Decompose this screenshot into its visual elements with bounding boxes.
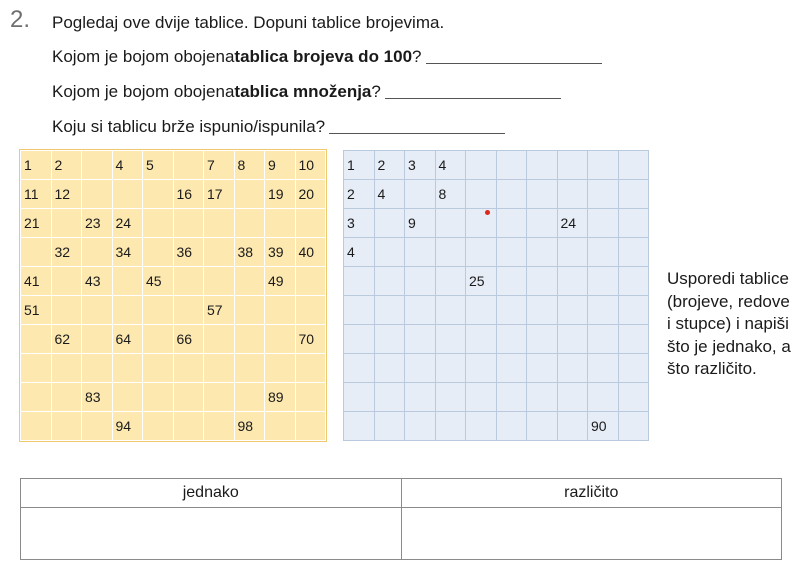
multiplication-table-cell[interactable] — [557, 354, 588, 383]
multiplication-table-cell[interactable] — [588, 354, 619, 383]
multiplication-table-cell[interactable] — [496, 412, 527, 441]
multiplication-table-cell[interactable] — [344, 383, 375, 412]
hundred-table-cell[interactable]: 41 — [21, 267, 52, 296]
hundred-table-cell[interactable] — [265, 296, 296, 325]
question-1-text: Kojom je bojom obojena — [52, 47, 235, 66]
multiplication-table-cell[interactable] — [466, 209, 497, 238]
multiplication-table-cell[interactable] — [557, 238, 588, 267]
multiplication-table-cell[interactable] — [466, 238, 497, 267]
hundred-table-cell[interactable] — [82, 325, 113, 354]
multiplication-table-cell[interactable] — [374, 267, 405, 296]
hundred-table-cell[interactable]: 16 — [173, 180, 204, 209]
multiplication-table-cell[interactable]: 9 — [405, 209, 436, 238]
hundred-table-cell[interactable] — [51, 267, 82, 296]
hundred-table — [20, 150, 326, 441]
hundred-table-cell[interactable] — [173, 267, 204, 296]
multiplication-table-row — [344, 354, 649, 383]
multiplication-table-cell[interactable] — [527, 325, 558, 354]
multiplication-table-cell[interactable] — [466, 151, 497, 180]
multiplication-table-cell[interactable] — [344, 354, 375, 383]
multiplication-table-cell[interactable] — [374, 383, 405, 412]
hundred-table-cell[interactable] — [143, 296, 174, 325]
compare-header-same: jednako — [21, 479, 402, 508]
hundred-table-row — [21, 296, 326, 325]
hundred-table-cell[interactable] — [204, 325, 235, 354]
multiplication-table-cell[interactable] — [466, 383, 497, 412]
hundred-table-cell[interactable]: 2 — [51, 151, 82, 180]
hundred-table-cell[interactable]: 38 — [234, 238, 265, 267]
multiplication-table-cell[interactable]: 4 — [435, 151, 466, 180]
hundred-table-cell[interactable]: 34 — [112, 238, 143, 267]
multiplication-table-cell[interactable] — [588, 180, 619, 209]
hundred-table-cell[interactable] — [265, 325, 296, 354]
hundred-table-row — [21, 354, 326, 383]
hundred-table-cell[interactable]: 7 — [204, 151, 235, 180]
hundred-table-cell[interactable]: 23 — [82, 209, 113, 238]
hundred-table-row — [21, 151, 326, 180]
multiplication-table-row — [344, 412, 649, 441]
multiplication-table-row — [344, 180, 649, 209]
multiplication-table-row — [344, 267, 649, 296]
multiplication-table-cell[interactable] — [435, 296, 466, 325]
multiplication-table-cell[interactable] — [618, 325, 649, 354]
hundred-table-cell[interactable] — [265, 412, 296, 441]
question-1-bold: tablica brojeva do 100 — [234, 47, 413, 66]
answer-line-1[interactable] — [426, 62, 602, 64]
multiplication-table-cell[interactable] — [466, 354, 497, 383]
hundred-table-cell[interactable] — [204, 383, 235, 412]
multiplication-table-cell[interactable] — [496, 151, 527, 180]
multiplication-table-cell[interactable] — [527, 412, 558, 441]
multiplication-table-cell[interactable] — [527, 296, 558, 325]
hundred-table-cell[interactable] — [173, 209, 204, 238]
multiplication-table-cell[interactable] — [527, 151, 558, 180]
multiplication-table-cell[interactable] — [374, 354, 405, 383]
compare-header-different: različito — [401, 479, 782, 508]
hundred-table-cell[interactable]: 4 — [112, 151, 143, 180]
multiplication-table-cell[interactable] — [496, 354, 527, 383]
hundred-table-cell[interactable]: 66 — [173, 325, 204, 354]
multiplication-table-cell[interactable] — [466, 325, 497, 354]
multiplication-table-cell[interactable] — [374, 412, 405, 441]
multiplication-table-cell[interactable] — [527, 238, 558, 267]
hundred-table-cell[interactable]: 20 — [295, 180, 326, 209]
multiplication-table-cell[interactable] — [344, 325, 375, 354]
hundred-table-cell[interactable] — [112, 383, 143, 412]
multiplication-table-cell[interactable]: 8 — [435, 180, 466, 209]
multiplication-table-cell[interactable] — [405, 180, 436, 209]
multiplication-table-cell[interactable] — [435, 209, 466, 238]
question-2-bold: tablica množenja — [234, 82, 372, 101]
multiplication-table-cell[interactable] — [344, 296, 375, 325]
hundred-table-cell[interactable] — [295, 354, 326, 383]
hundred-table-cell[interactable] — [204, 209, 235, 238]
multiplication-table-cell[interactable] — [618, 180, 649, 209]
multiplication-table-cell[interactable] — [496, 267, 527, 296]
hundred-table-row — [21, 412, 326, 441]
multiplication-table-cell[interactable] — [405, 296, 436, 325]
hundred-table-cell[interactable] — [112, 267, 143, 296]
hundred-table-cell[interactable]: 83 — [82, 383, 113, 412]
hundred-table-cell[interactable] — [82, 180, 113, 209]
hundred-table-cell[interactable]: 98 — [234, 412, 265, 441]
multiplication-table-cell[interactable] — [496, 383, 527, 412]
hundred-table-cell[interactable] — [295, 412, 326, 441]
hundred-table-cell[interactable] — [143, 412, 174, 441]
multiplication-table-cell[interactable] — [466, 296, 497, 325]
multiplication-table-cell[interactable] — [618, 267, 649, 296]
hundred-table-cell[interactable] — [51, 412, 82, 441]
multiplication-table-cell[interactable] — [344, 267, 375, 296]
hundred-table-cell[interactable]: 10 — [295, 151, 326, 180]
hundred-table-row — [21, 325, 326, 354]
multiplication-table-cell[interactable]: 3 — [344, 209, 375, 238]
multiplication-table-cell[interactable] — [527, 209, 558, 238]
question-2-text: Kojom je bojom obojena — [52, 82, 235, 101]
multiplication-table-cell[interactable] — [466, 412, 497, 441]
red-marker-dot — [485, 210, 490, 215]
multiplication-table-row — [344, 383, 649, 412]
multiplication-table-cell[interactable] — [618, 209, 649, 238]
hundred-table-cell[interactable] — [82, 238, 113, 267]
multiplication-table-row — [344, 296, 649, 325]
hundred-table-row — [21, 267, 326, 296]
hundred-table-cell[interactable] — [143, 354, 174, 383]
hundred-table-cell[interactable] — [143, 209, 174, 238]
question-3 — [52, 116, 505, 138]
hundred-table-cell[interactable]: 32 — [51, 238, 82, 267]
hundred-table-cell[interactable] — [204, 354, 235, 383]
hundred-table-cell[interactable]: 51 — [21, 296, 52, 325]
hundred-table-cell[interactable] — [265, 209, 296, 238]
hundred-table-cell[interactable] — [173, 412, 204, 441]
hundred-table-cell[interactable]: 70 — [295, 325, 326, 354]
multiplication-table-cell[interactable] — [374, 296, 405, 325]
multiplication-table-cell[interactable] — [496, 325, 527, 354]
hundred-table-cell[interactable] — [51, 354, 82, 383]
multiplication-table-cell[interactable] — [405, 412, 436, 441]
multiplication-table-cell[interactable] — [496, 238, 527, 267]
multiplication-table-cell[interactable] — [557, 267, 588, 296]
multiplication-table-cell[interactable] — [374, 325, 405, 354]
multiplication-table-cell[interactable] — [496, 296, 527, 325]
hundred-table-cell[interactable] — [82, 151, 113, 180]
task-number: 2. — [10, 6, 31, 33]
multiplication-table-cell[interactable] — [374, 209, 405, 238]
hundred-table-cell[interactable] — [21, 354, 52, 383]
multiplication-table-cell[interactable] — [435, 383, 466, 412]
hundred-table-cell[interactable] — [295, 267, 326, 296]
multiplication-table-cell[interactable]: 1 — [344, 151, 375, 180]
hundred-table-cell[interactable]: 64 — [112, 325, 143, 354]
multiplication-table-cell[interactable]: 4 — [374, 180, 405, 209]
hundred-table-row — [21, 180, 326, 209]
multiplication-table-cell[interactable]: 4 — [344, 238, 375, 267]
hundred-table-cell[interactable] — [51, 296, 82, 325]
multiplication-table-cell[interactable] — [405, 354, 436, 383]
hundred-table-cell[interactable]: 49 — [265, 267, 296, 296]
question-1-end: ? — [412, 47, 422, 66]
multiplication-table-cell[interactable] — [405, 383, 436, 412]
multiplication-table-cell[interactable]: 2 — [344, 180, 375, 209]
multiplication-table-cell[interactable] — [557, 180, 588, 209]
instruction-text: Pogledaj ove dvije tablice. Dopuni tablice brojevima. — [52, 13, 445, 32]
multiplication-table-cell[interactable] — [496, 209, 527, 238]
hundred-table-cell[interactable] — [295, 209, 326, 238]
multiplication-table-cell[interactable] — [405, 325, 436, 354]
hundred-table-cell[interactable] — [21, 412, 52, 441]
hundred-table-cell[interactable] — [204, 238, 235, 267]
question-1 — [52, 46, 602, 68]
hundred-table-cell[interactable]: 11 — [21, 180, 52, 209]
multiplication-table-cell[interactable] — [588, 325, 619, 354]
multiplication-table-cell[interactable] — [435, 267, 466, 296]
hundred-table-cell[interactable] — [204, 267, 235, 296]
hundred-table-cell[interactable] — [173, 354, 204, 383]
multiplication-table-cell[interactable]: 3 — [405, 151, 436, 180]
hundred-table-row — [21, 383, 326, 412]
multiplication-table-cell[interactable] — [344, 412, 375, 441]
hundred-table-cell[interactable] — [21, 325, 52, 354]
hundred-table-cell[interactable] — [112, 354, 143, 383]
side-note: Usporedi tablice (brojeve, redove i stupce) i napiši što je jednako, a što različito. — [667, 269, 791, 378]
question-2 — [52, 81, 561, 103]
multiplication-table-cell[interactable] — [588, 209, 619, 238]
hundred-table-cell[interactable] — [173, 383, 204, 412]
multiplication-table-cell[interactable] — [435, 238, 466, 267]
multiplication-table-cell[interactable] — [618, 412, 649, 441]
multiplication-table-cell[interactable] — [435, 412, 466, 441]
multiplication-table-cell[interactable] — [435, 325, 466, 354]
hundred-table-cell[interactable]: 1 — [21, 151, 52, 180]
hundred-table-cell[interactable]: 24 — [112, 209, 143, 238]
hundred-table-cell[interactable]: 8 — [234, 151, 265, 180]
multiplication-table-cell[interactable] — [588, 151, 619, 180]
hundred-table-cell[interactable] — [21, 238, 52, 267]
multiplication-table-row — [344, 325, 649, 354]
hundred-table-cell[interactable] — [143, 325, 174, 354]
hundred-table-cell[interactable]: 89 — [265, 383, 296, 412]
multiplication-table-cell[interactable] — [618, 238, 649, 267]
hundred-table-cell[interactable]: 40 — [295, 238, 326, 267]
hundred-table-cell[interactable] — [173, 296, 204, 325]
hundred-table-row — [21, 209, 326, 238]
hundred-table-cell[interactable] — [234, 180, 265, 209]
hundred-table-cell[interactable] — [112, 296, 143, 325]
multiplication-table-row — [344, 151, 649, 180]
hundred-table-cell[interactable]: 43 — [82, 267, 113, 296]
multiplication-table-row — [344, 238, 649, 267]
hundred-table-cell[interactable] — [143, 383, 174, 412]
multiplication-table-cell[interactable]: 2 — [374, 151, 405, 180]
hundred-table-cell[interactable] — [234, 383, 265, 412]
hundred-table-cell[interactable] — [204, 412, 235, 441]
question-3-text: Koju si tablicu brže ispunio/ispunila? — [52, 117, 326, 136]
hundred-table-cell[interactable] — [234, 296, 265, 325]
hundred-table-cell[interactable]: 45 — [143, 267, 174, 296]
multiplication-table-cell[interactable] — [527, 267, 558, 296]
hundred-table-cell[interactable]: 19 — [265, 180, 296, 209]
multiplication-table-cell[interactable] — [557, 296, 588, 325]
multiplication-table-cell[interactable] — [527, 180, 558, 209]
hundred-table-cell[interactable] — [234, 354, 265, 383]
hundred-table-cell[interactable] — [112, 180, 143, 209]
multiplication-table-cell[interactable] — [618, 296, 649, 325]
hundred-table-cell[interactable] — [82, 412, 113, 441]
answer-line-2[interactable] — [385, 97, 561, 99]
hundred-table-cell[interactable]: 39 — [265, 238, 296, 267]
multiplication-table-cell[interactable] — [466, 180, 497, 209]
answer-line-3[interactable] — [329, 132, 505, 134]
multiplication-table-cell[interactable] — [588, 383, 619, 412]
hundred-table-cell[interactable]: 94 — [112, 412, 143, 441]
multiplication-table-cell[interactable] — [588, 238, 619, 267]
hundred-table-row — [21, 238, 326, 267]
multiplication-table-row — [344, 209, 649, 238]
hundred-table-cell[interactable]: 12 — [51, 180, 82, 209]
hundred-table-cell[interactable] — [143, 238, 174, 267]
multiplication-table-cell[interactable] — [527, 383, 558, 412]
multiplication-table-cell[interactable] — [557, 412, 588, 441]
multiplication-table-cell[interactable] — [527, 354, 558, 383]
hundred-table-cell[interactable]: 57 — [204, 296, 235, 325]
multiplication-table-cell[interactable]: 25 — [466, 267, 497, 296]
hundred-table-cell[interactable] — [82, 354, 113, 383]
question-2-end: ? — [371, 82, 381, 101]
hundred-table-cell[interactable] — [234, 267, 265, 296]
hundred-table-cell[interactable] — [82, 296, 113, 325]
multiplication-table-cell[interactable] — [405, 238, 436, 267]
hundred-table-cell[interactable]: 36 — [173, 238, 204, 267]
instruction-line — [52, 12, 444, 34]
multiplication-table-cell[interactable] — [618, 151, 649, 180]
hundred-table-cell[interactable] — [143, 180, 174, 209]
multiplication-table-cell[interactable] — [557, 151, 588, 180]
multiplication-table — [343, 150, 649, 441]
hundred-table-cell[interactable] — [51, 383, 82, 412]
hundred-table-cell[interactable] — [21, 383, 52, 412]
multiplication-table-cell[interactable] — [618, 383, 649, 412]
hundred-table-cell[interactable] — [295, 296, 326, 325]
hundred-table-cell[interactable] — [295, 383, 326, 412]
multiplication-table-cell[interactable] — [405, 267, 436, 296]
compare-cell-same[interactable] — [21, 508, 402, 560]
hundred-table-cell[interactable]: 17 — [204, 180, 235, 209]
multiplication-table-cell[interactable]: 90 — [588, 412, 619, 441]
hundred-table-cell[interactable] — [234, 209, 265, 238]
hundred-table-cell[interactable]: 62 — [51, 325, 82, 354]
multiplication-table-cell[interactable] — [557, 325, 588, 354]
multiplication-table-cell[interactable] — [435, 354, 466, 383]
hundred-table-cell[interactable] — [265, 354, 296, 383]
multiplication-table-cell[interactable] — [374, 238, 405, 267]
hundred-table-cell[interactable] — [234, 325, 265, 354]
compare-cell-different[interactable] — [401, 508, 782, 560]
hundred-table-cell[interactable]: 9 — [265, 151, 296, 180]
multiplication-table-cell[interactable] — [618, 354, 649, 383]
compare-table — [20, 478, 782, 560]
hundred-table-cell[interactable] — [51, 209, 82, 238]
multiplication-table-cell[interactable] — [588, 267, 619, 296]
hundred-table-cell[interactable] — [173, 151, 204, 180]
hundred-table-cell[interactable]: 5 — [143, 151, 174, 180]
multiplication-table-cell[interactable] — [557, 383, 588, 412]
multiplication-table-cell[interactable]: 24 — [557, 209, 588, 238]
multiplication-table-cell[interactable] — [496, 180, 527, 209]
hundred-table-cell[interactable]: 21 — [21, 209, 52, 238]
multiplication-table-cell[interactable] — [588, 296, 619, 325]
